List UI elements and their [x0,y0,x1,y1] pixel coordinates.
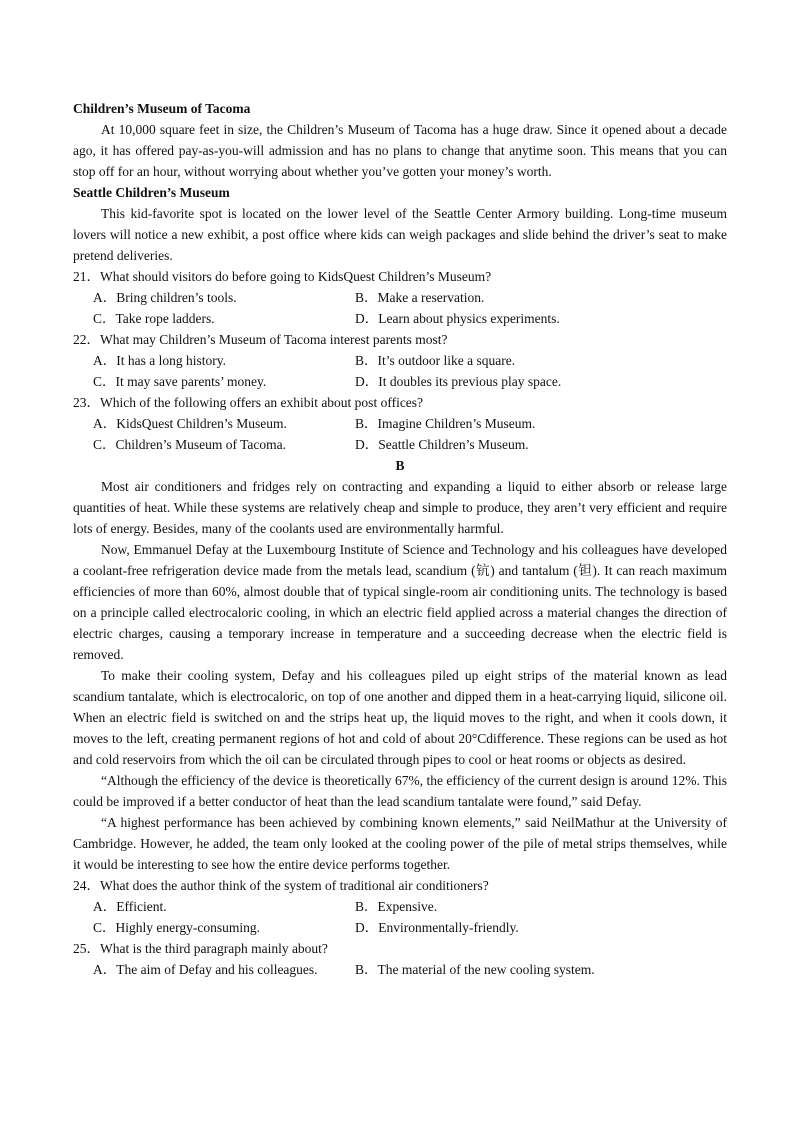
question-22 [73,329,727,392]
option-c: C．It may save parents’ money. [93,374,267,389]
option-d: D．Learn about physics experiments. [355,311,560,326]
paragraph-b5: “A highest performance has been achieved by combining known elements,” said NeilMathur at the University of Cambridge. However, he added, the team only looked at the cooling power of the pile of metal strips themselves, while it would be interesting to see how the entire device performs together. [73,815,727,872]
question-24 [73,875,727,938]
option-a: A．Efficient. [93,899,167,914]
paragraph-seattle: This kid-favorite spot is located on the lower level of the Seattle Center Armory building. Long-time museum lovers will notice a new exhibit, a post office where kids can weigh packages and slide behind the driver’s seat to make pretend deliveries. [73,206,727,263]
option-b: B．The material of the new cooling system. [355,962,595,977]
question-stem: 21．What should visitors do before going to KidsQuest Children’s Museum? [73,269,492,284]
option-c: C．Children’s Museum of Tacoma. [93,437,287,452]
paragraph-b4: “Although the efficiency of the device is theoretically 67%, the efficiency of the current design is around 12%. This could be improved if a better conductor of heat than the lead scandium tantalate were found,” said Defay. [73,773,727,809]
option-b: B．Expensive. [355,899,438,914]
paragraph-tacoma: At 10,000 square feet in size, the Children’s Museum of Tacoma has a huge draw. Since it opened about a decade ago, it has offered pay-as-you-will admission and has no plans to change that anytime soon. This means that you can stop off for an hour, without worrying about whether you’ve gotten your money’s worth. [73,122,727,179]
answer-options [93,896,727,938]
option-a: A．Bring children’s tools. [93,290,237,305]
option-d: D．Seattle Children’s Museum. [355,437,529,452]
paragraph-b3: To make their cooling system, Defay and his colleagues piled up eight strips of the material known as lead scandium tantalate, which is electrocaloric, on top of one another and dipped them in a heat-carrying liquid, silicone oil. When an electric field is switched on and the strips heat up, the liquid moves to the right, and when it cools down, it moves to the left, creating permanent regions of hot and cold of about 20°Cdifference. These regions can be used as hot and cold reservoirs from which the oil can be circulated through pipes to cool or heat rooms or objects as desired. [73,668,727,767]
question-stem: 25．What is the third paragraph mainly about? [73,941,328,956]
section-label-b: B [395,458,405,473]
option-b: B．Make a reservation. [355,290,485,305]
exam-page [73,98,727,980]
answer-options [93,287,727,329]
question-23 [73,392,727,455]
answer-options [93,350,727,392]
question-21 [73,266,727,329]
question-25 [73,938,727,980]
question-stem: 22．What may Children’s Museum of Tacoma interest parents most? [73,332,448,347]
option-a: A．It has a long history. [93,353,226,368]
option-c: C．Take rope ladders. [93,311,215,326]
museum-heading-tacoma: Children’s Museum of Tacoma [73,101,251,116]
option-a: A．The aim of Defay and his colleagues. [93,962,318,977]
option-a: A．KidsQuest Children’s Museum. [93,416,287,431]
museum-heading-seattle: Seattle Children’s Museum [73,185,230,200]
answer-options [93,959,727,980]
question-stem: 23．Which of the following offers an exhibit about post offices? [73,395,424,410]
option-b: B．Imagine Children’s Museum. [355,416,536,431]
paragraph-b2: Now, Emmanuel Defay at the Luxembourg Institute of Science and Technology and his colleagues have developed a coolant-free refrigeration device made from the metals lead, scandium (钪) and tantalum (钽). It can reach maximum efficiencies of more than 60%, almost double that of typical single-room air conditioning units. The technology is based on a principle called electrocaloric cooling, in which an electric field applied across a material changes the direction of electric charges, causing a temporary increase in temperature and a succeeding decrease when the electric field is removed. [73,542,727,662]
option-b: B．It’s outdoor like a square. [355,353,516,368]
answer-options [93,413,727,455]
question-stem: 24．What does the author think of the system of traditional air conditioners? [73,878,489,893]
option-d: D．It doubles its previous play space. [355,374,562,389]
option-c: C．Highly energy-consuming. [93,920,260,935]
paragraph-b1: Most air conditioners and fridges rely on contracting and expanding a liquid to either absorb or release large quantities of heat. While these systems are relatively cheap and simple to produce, they aren’t very efficient and require lots of energy. Besides, many of the coolants used are environmentally harmful. [73,479,727,536]
option-d: D．Environmentally-friendly. [355,920,519,935]
